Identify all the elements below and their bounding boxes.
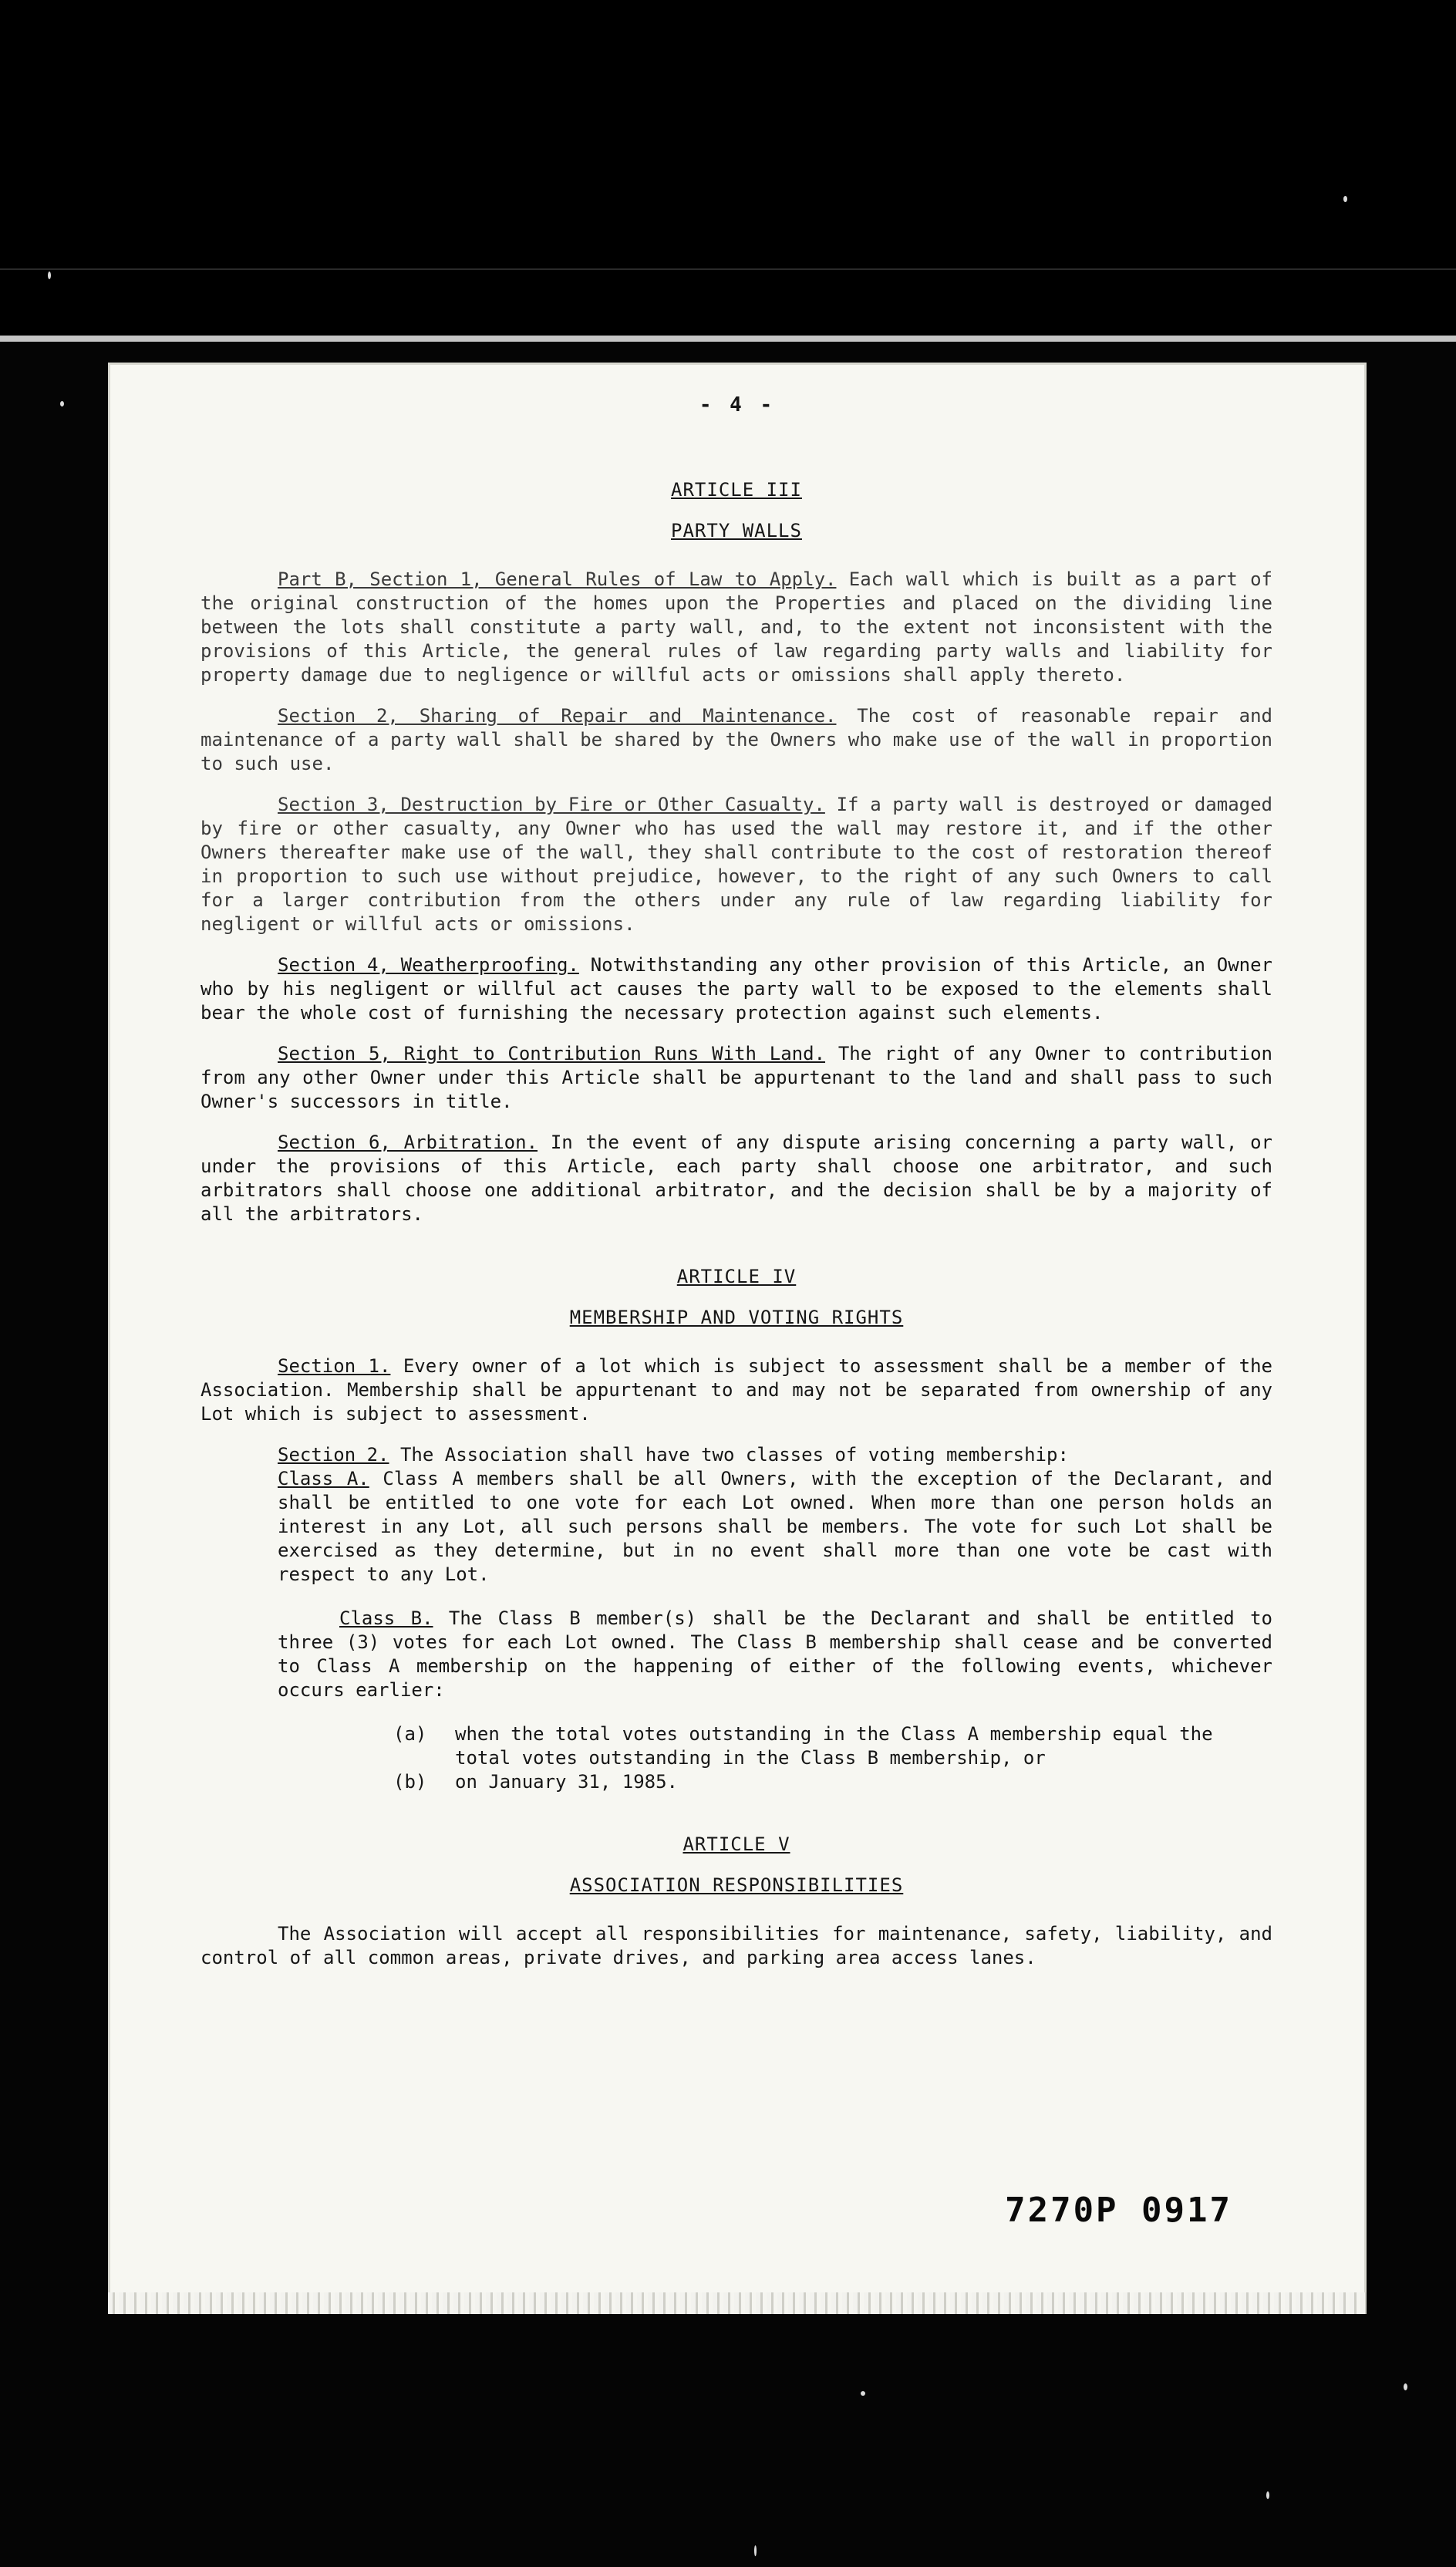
- list-item-text: when the total votes outstanding in the Class A membership equal the total votes outstanding in the Class B membership, or: [455, 1723, 1213, 1769]
- page-number: - 4 -: [699, 393, 776, 417]
- scan-speck: [754, 2545, 757, 2556]
- scan-artifact-line: [0, 268, 1456, 270]
- list-item-label: (a): [393, 1723, 427, 1745]
- section-label: Section 1.: [278, 1355, 391, 1377]
- article-iii-section-1: [201, 568, 1272, 687]
- conversion-events-list: [393, 1722, 1272, 1794]
- article-iii-section-2: [201, 704, 1272, 776]
- section-label: Section 4, Weatherproofing.: [278, 954, 579, 976]
- section-text: The right of any Owner to contribution from any other Owner under this Article shall be appurtenant to the land and shall pass to such Owner's successors in title.: [201, 1043, 1273, 1112]
- article-iv-section-2: [201, 1443, 1272, 1467]
- section-text: Each wall which is built as a part of the original construction of the homes upon the Properties and placed on the dividing line between the lots shall constitute a party wall, and, to the extent not inconsistent with the provisions of this Article, the general rules of law regarding party walls and liability for property damage due to negligence or willful acts or omissions shall apply thereto.: [201, 568, 1272, 686]
- section-text: The cost of reasonable repair and maintenance of a party wall shall be shared by the Owners who make use of the wall in proportion to such use.: [201, 705, 1272, 774]
- article-iii-section-3: [201, 793, 1272, 936]
- list-item-label: (b): [393, 1771, 427, 1793]
- class-text: The Class B member(s) shall be the Declarant and shall be entitled to three (3) votes for each Lot owned. The Class B membership shall cease and be converted to Class A membership on the happening of either of the following events, whichever occurs earlier:: [278, 1607, 1273, 1701]
- section-label: Part B, Section 1, General Rules of Law to Apply.: [278, 568, 837, 590]
- spacer: [201, 1794, 1272, 1833]
- section-label: Section 2.: [278, 1444, 389, 1466]
- section-text: The Association shall have two classes of voting membership:: [399, 1444, 1069, 1466]
- scan-speck: [1266, 2491, 1269, 2499]
- scan-top-margin: [0, 0, 1456, 339]
- section-label: Section 2, Sharing of Repair and Maintenance.: [278, 705, 837, 727]
- article-iv-subtitle: MEMBERSHIP AND VOTING RIGHTS: [569, 1307, 904, 1328]
- list-item-text: on January 31, 1985.: [455, 1771, 678, 1793]
- scan-speck: [1404, 2383, 1407, 2390]
- section-text: If a party wall is destroyed or damaged by fire or other casualty, any Owner who has used the wall may restore it, and if the other Owners thereafter make use of the wall, they shall contribute to the cost of restoration thereof in proportion to such use without prejudice, however, to the right of any such Owners to call for a larger contribution from the others under any rule of law regarding liability for negligent or willful acts or omissions.: [201, 794, 1272, 935]
- section-label: Section 6, Arbitration.: [278, 1132, 538, 1153]
- article-v-subtitle: ASSOCIATION RESPONSIBILITIES: [569, 1874, 904, 1896]
- section-label: Section 3, Destruction by Fire or Other Casualty.: [278, 794, 825, 815]
- scan-artifact-edge: [0, 336, 1456, 342]
- article-iii-subtitle: PARTY WALLS: [671, 520, 802, 541]
- article-iii-section-5: [201, 1042, 1272, 1114]
- article-iii-section-4: [201, 953, 1272, 1025]
- scan-speck: [861, 2391, 865, 2396]
- scan-speck: [60, 401, 64, 406]
- article-iv-section-1: [201, 1354, 1272, 1426]
- list-item: [393, 1722, 1272, 1770]
- scan-speck: [1343, 196, 1347, 202]
- section-text: Notwithstanding any other provision of this Article, an Owner who by his negligent or willful act causes the party wall to be exposed to the elements shall bear the whole cost of furnishing the necessary protection against such elements.: [201, 954, 1272, 1024]
- article-iii-title: ARTICLE III: [671, 479, 802, 501]
- section-label: Section 5, Right to Contribution Runs With Land.: [278, 1043, 826, 1064]
- document-page: [108, 363, 1367, 2314]
- page-content: [201, 478, 1272, 1970]
- class-b-paragraph: [278, 1607, 1272, 1702]
- spacer: [201, 1226, 1272, 1265]
- page-bottom-edge: [108, 2292, 1367, 2314]
- book-page-stamp: 7270P 0917: [1005, 2191, 1232, 2230]
- section-text: In the event of any dispute arising concerning a party wall, or under the provisions of this Article, each party shall choose one arbitrator, and such arbitrators shall choose one additional arbitrator, and the decision shall be by a majority of all the arbitrators.: [201, 1132, 1272, 1225]
- list-item: [393, 1770, 1272, 1794]
- class-a-paragraph: [278, 1467, 1272, 1587]
- article-iii-section-6: [201, 1131, 1272, 1226]
- class-text: Class A members shall be all Owners, with the exception of the Declarant, and shall be entitled to one vote for each Lot owned. When more than one person holds an interest in any Lot, all such persons shall be members. The vote for such Lot shall be exercised as they determine, but in no event shall more than one vote be cast with respect to any Lot.: [278, 1468, 1273, 1585]
- article-v-paragraph: The Association will accept all responsibilities for maintenance, safety, liability, and control of all common areas, private drives, and parking area access lanes.: [201, 1923, 1272, 1968]
- article-v-title: ARTICLE V: [682, 1833, 790, 1855]
- class-label: Class B.: [339, 1607, 433, 1629]
- scan-speck: [48, 272, 51, 279]
- class-label: Class A.: [278, 1468, 369, 1489]
- section-text: Every owner of a lot which is subject to assessment shall be a member of the Association. Membership shall be appurtenant to and may not be separated from ownership of any Lot which is subject to assessment.: [201, 1355, 1273, 1425]
- article-iv-title: ARTICLE IV: [676, 1266, 797, 1287]
